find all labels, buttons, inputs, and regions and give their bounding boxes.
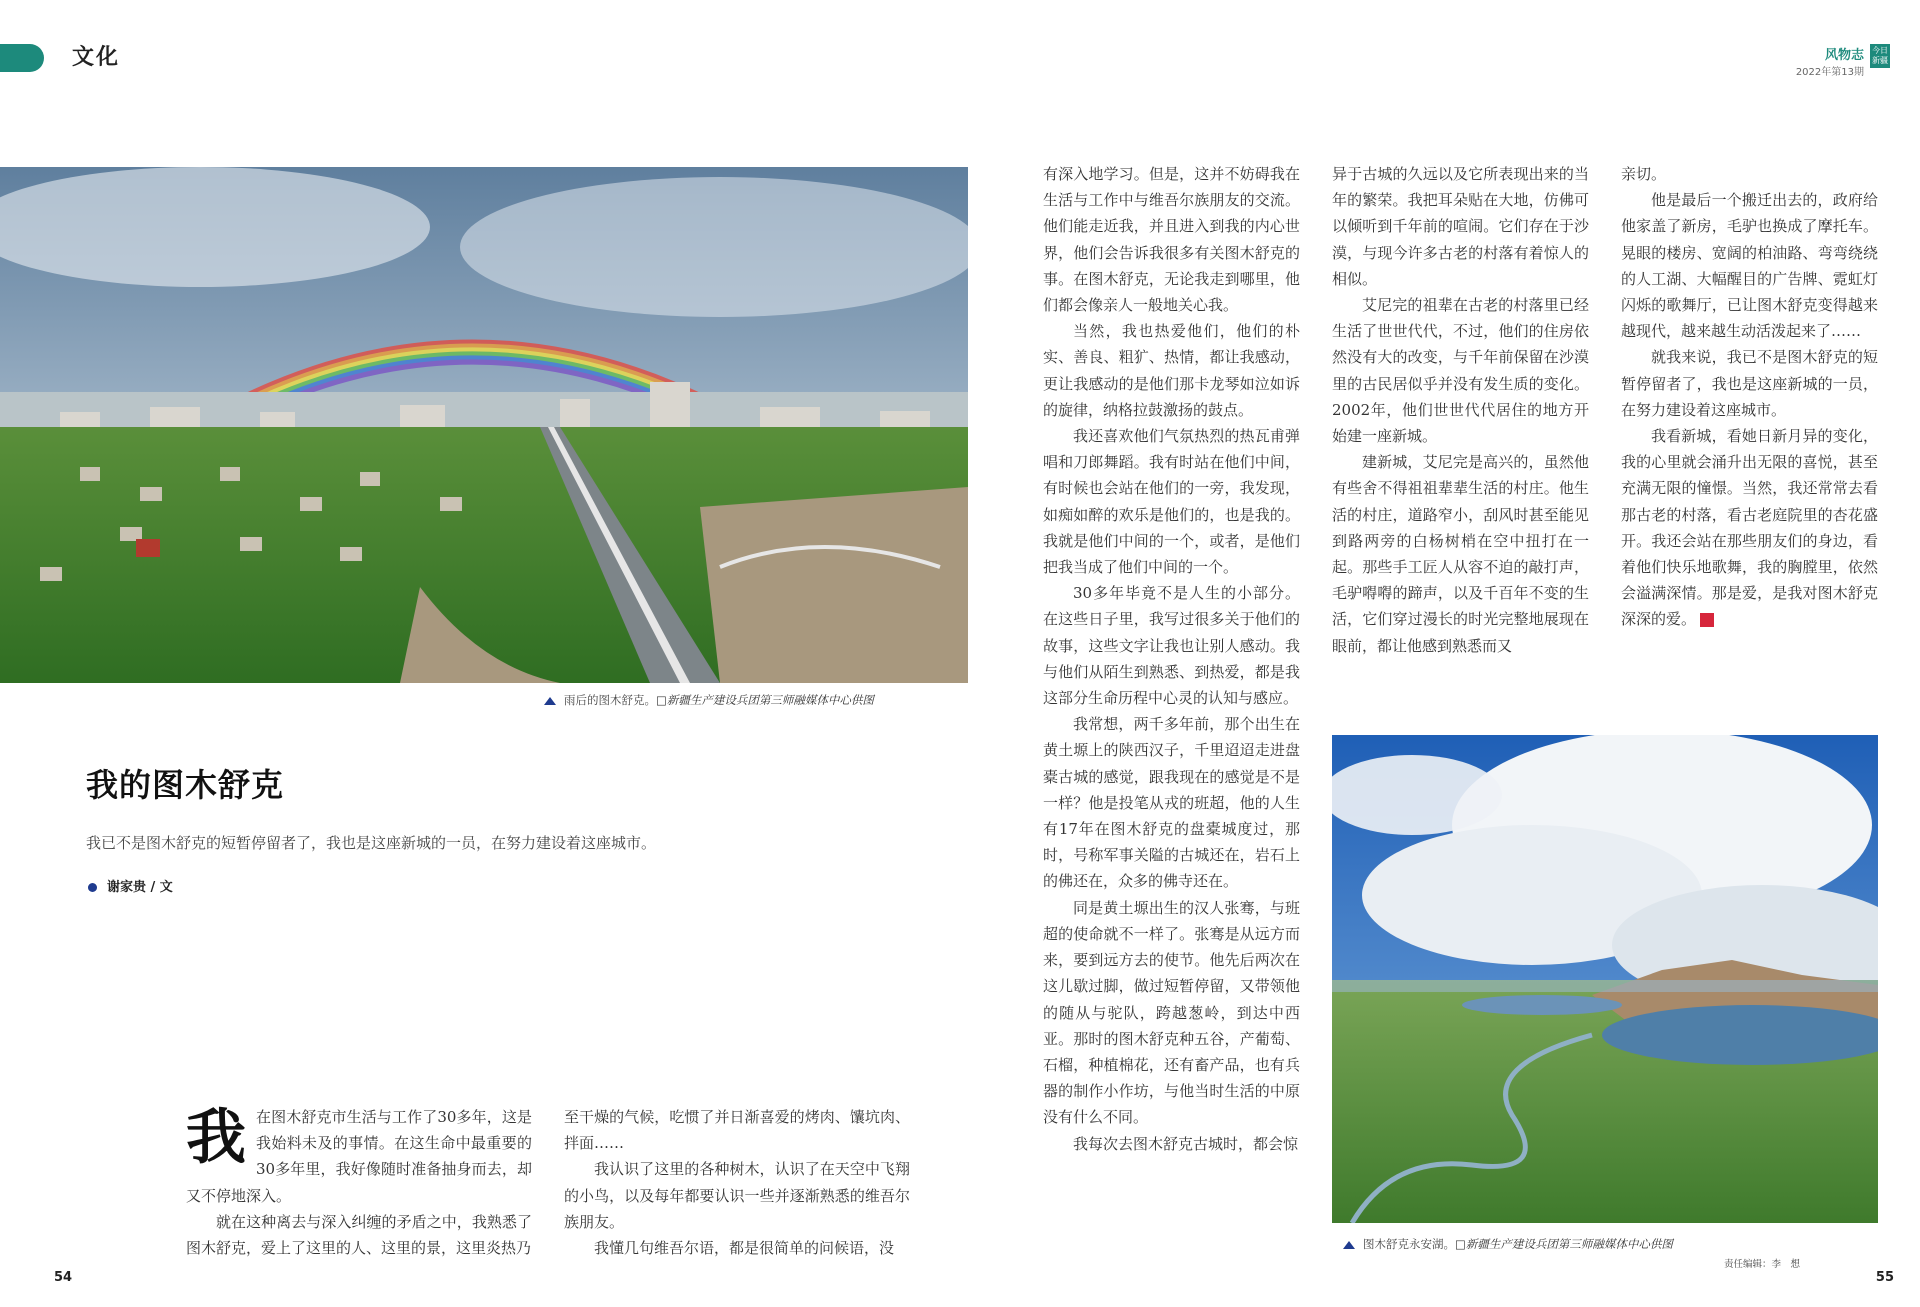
article-column-5 bbox=[1621, 161, 1878, 633]
photo1-caption bbox=[544, 692, 874, 708]
section-tab-marker bbox=[0, 44, 44, 72]
caption-triangle-icon bbox=[1343, 1241, 1355, 1249]
paragraph: 30多年毕竟不是人生的小部分。在这些日子里，我写过很多关于他们的故事，这些文字让我也让别人感动。我与他们从陌生到熟悉、到热爱，都是我这部分生命历程中心灵的认知与感应。 bbox=[1043, 584, 1300, 708]
paragraph: 有深入地学习。但是，这并不妨碍我在生活与工作中与维吾尔族朋友的交流。他们能走近我，并且进入到我的内心世界，他们会告诉我很多有关图木舒克的事。在图木舒克，无论我走到哪里，他们都会像亲人一般地关心我。 bbox=[1043, 165, 1300, 315]
paragraph: 我懂几句维吾尔语，都是很简单的问候语，没 bbox=[594, 1239, 895, 1258]
byline-text: 谢家贵 / 文 bbox=[107, 880, 173, 895]
paragraph: 我认识了这里的各种树木，认识了在天空中飞翔的小鸟，以及每年都要认识一些并逐渐熟悉的维吾尔族朋友。 bbox=[564, 1160, 910, 1231]
brand-name: 风物志 bbox=[1824, 48, 1864, 63]
section-title: 文化 bbox=[72, 45, 121, 70]
lake-landscape-photo bbox=[1332, 735, 1878, 1223]
photo2-caption-text: 图木舒克永安湖。 bbox=[1363, 1237, 1455, 1251]
bullet-dot-icon bbox=[88, 883, 97, 892]
byline bbox=[88, 876, 173, 895]
caption-triangle-icon bbox=[544, 697, 556, 705]
photo2-credit: □新疆生产建设兵团第三师融媒体中心供图 bbox=[1455, 1237, 1673, 1251]
paragraph: 当然，我也热爱他们，他们的朴实、善良、粗犷、热情，都让我感动，更让我感动的是他们那卡龙琴如泣如诉的旋律，纳格拉鼓激扬的鼓点。 bbox=[1043, 322, 1300, 419]
magazine-brand bbox=[1796, 44, 1864, 78]
rainbow-city-photo bbox=[0, 167, 968, 683]
paragraph bbox=[1621, 423, 1878, 633]
article-column-1 bbox=[186, 1104, 532, 1261]
issue-number: 2022年第13期 bbox=[1795, 67, 1864, 78]
brand-logo: 今日 新疆 bbox=[1870, 44, 1890, 68]
paragraph: 艾尼完的祖辈在古老的村落里已经生活了世世代代，不过，他们的住房依然没有大的改变，与千年前保留在沙漠里的古民居似乎并没有发生质的变化。2002年，他们世世代代居住的地方开始建一座新城。 bbox=[1332, 296, 1589, 446]
paragraph: 同是黄土塬出生的汉人张骞，与班超的使命就不一样了。张骞是从远方而来，要到远方去的使节。他先后两次在这儿歇过脚，做过短暂停留，又带领他的随从与驼队，跨越葱岭，到达中西亚。那时的图木舒克种五谷，产葡萄、石榴，种植棉花，还有畜产品，也有兵器的制作小作坊，与他当时生活的中原没有什么不同。 bbox=[1043, 898, 1300, 1127]
article-column-3 bbox=[1043, 161, 1300, 1157]
article-deck: 我已不是图木舒克的短暂停留者了，我也是这座新城的一员，在努力建设着这座城市。 bbox=[86, 834, 657, 852]
paragraph: 建新城，艾尼完是高兴的，虽然他有些舍不得祖祖辈辈生活的村庄。他生活的村庄，道路窄小，刮风时甚至能见到路两旁的白杨树梢在空中扭打在一起。那些手工匠人从容不迫的敲打声，毛驴嘚嘚的蹄声，以及千百年不变的生活，它们穿过漫长的时光完整地展现在眼前，都让他感到熟悉而又 bbox=[1332, 453, 1589, 655]
article-title: 我的图木舒克 bbox=[86, 766, 285, 804]
paragraph: 我每次去图木舒克古城时，都会惊 bbox=[1073, 1134, 1299, 1153]
end-mark-icon: J bbox=[1700, 613, 1714, 627]
photo2-caption bbox=[1343, 1236, 1673, 1252]
paragraph: 就我来说，我已不是图木舒克的短暂停留者了，我也是这座新城的一员，在努力建设着这座城市。 bbox=[1621, 348, 1878, 419]
page-number-left: 54 bbox=[54, 1270, 73, 1285]
photo1-caption-text: 雨后的图木舒克。 bbox=[564, 693, 656, 707]
article-column-4 bbox=[1332, 161, 1589, 659]
paragraph: 在图木舒克市生活与工作了30多年，这是我始料未及的事情。在这生命中最重要的30多年里，我好像随时准备抽身而去，却又不停地深入。 bbox=[186, 1108, 532, 1205]
photo1-credit: □新疆生产建设兵团第三师融媒体中心供图 bbox=[656, 693, 874, 707]
paragraph: 我常想，两千多年前，那个出生在黄土塬上的陕西汉子，千里迢迢走进盘橐古城的感觉，跟我现在的感觉是不是一样？他是投笔从戎的班超，他的人生有17年在图木舒克的盘橐城度过，那时，号称军事关隘的古城还在，岩石上的佛还在，众多的佛寺还在。 bbox=[1043, 715, 1300, 891]
paragraph: 我还喜欢他们气氛热烈的热瓦甫弹唱和刀郎舞蹈。我有时站在他们中间，有时候也会站在他们的一旁，我发现，如痴如醉的欢乐是他们的，也是我的。我就是他们中间的一个，或者，是他们把我当成了他们中间的一个。 bbox=[1043, 427, 1300, 577]
paragraph: 就在这种离去与深入纠缠的矛盾之中，我熟悉了图木舒克，爱上了这里的人、这里的景，这里炎热乃 bbox=[186, 1212, 532, 1258]
paragraph-text: 我看新城，看她日新月异的变化，我的心里就会涌升出无限的喜悦，甚至充满无限的憧憬。当然，我还常常去看那古老的村落，看古老庭院里的杏花盛开。我还会站在那些朋友们的身边，看着他们快乐地歌舞，我的胸膛里，依然会溢满深情。那是爱，是我对图木舒克深深的爱。 bbox=[1621, 427, 1878, 629]
page-number-right: 55 bbox=[1875, 1270, 1894, 1285]
drop-cap: 我 bbox=[186, 1103, 246, 1173]
article-column-2 bbox=[564, 1104, 910, 1261]
paragraph: 他是最后一个搬迁出去的，政府给他家盖了新房，毛驴也换成了摩托车。晃眼的楼房、宽阔的柏油路、弯弯绕绕的人工湖、大幅醒目的广告牌、霓虹灯闪烁的歌舞厅，已让图木舒克变得越来越现代，越来越生动活泼起来了…… bbox=[1621, 191, 1878, 341]
responsible-editor: 责任编辑：李 想 bbox=[1723, 1259, 1800, 1270]
paragraph: 亲切。 bbox=[1621, 165, 1667, 183]
paragraph: 至干燥的气候，吃惯了并日渐喜爱的烤肉、馕坑肉、拌面…… bbox=[564, 1108, 910, 1153]
paragraph: 异于古城的久远以及它所表现出来的当年的繁荣。我把耳朵贴在大地，仿佛可以倾听到千年前的喧闹。它们存在于沙漠，与现今许多古老的村落有着惊人的相似。 bbox=[1332, 165, 1589, 288]
